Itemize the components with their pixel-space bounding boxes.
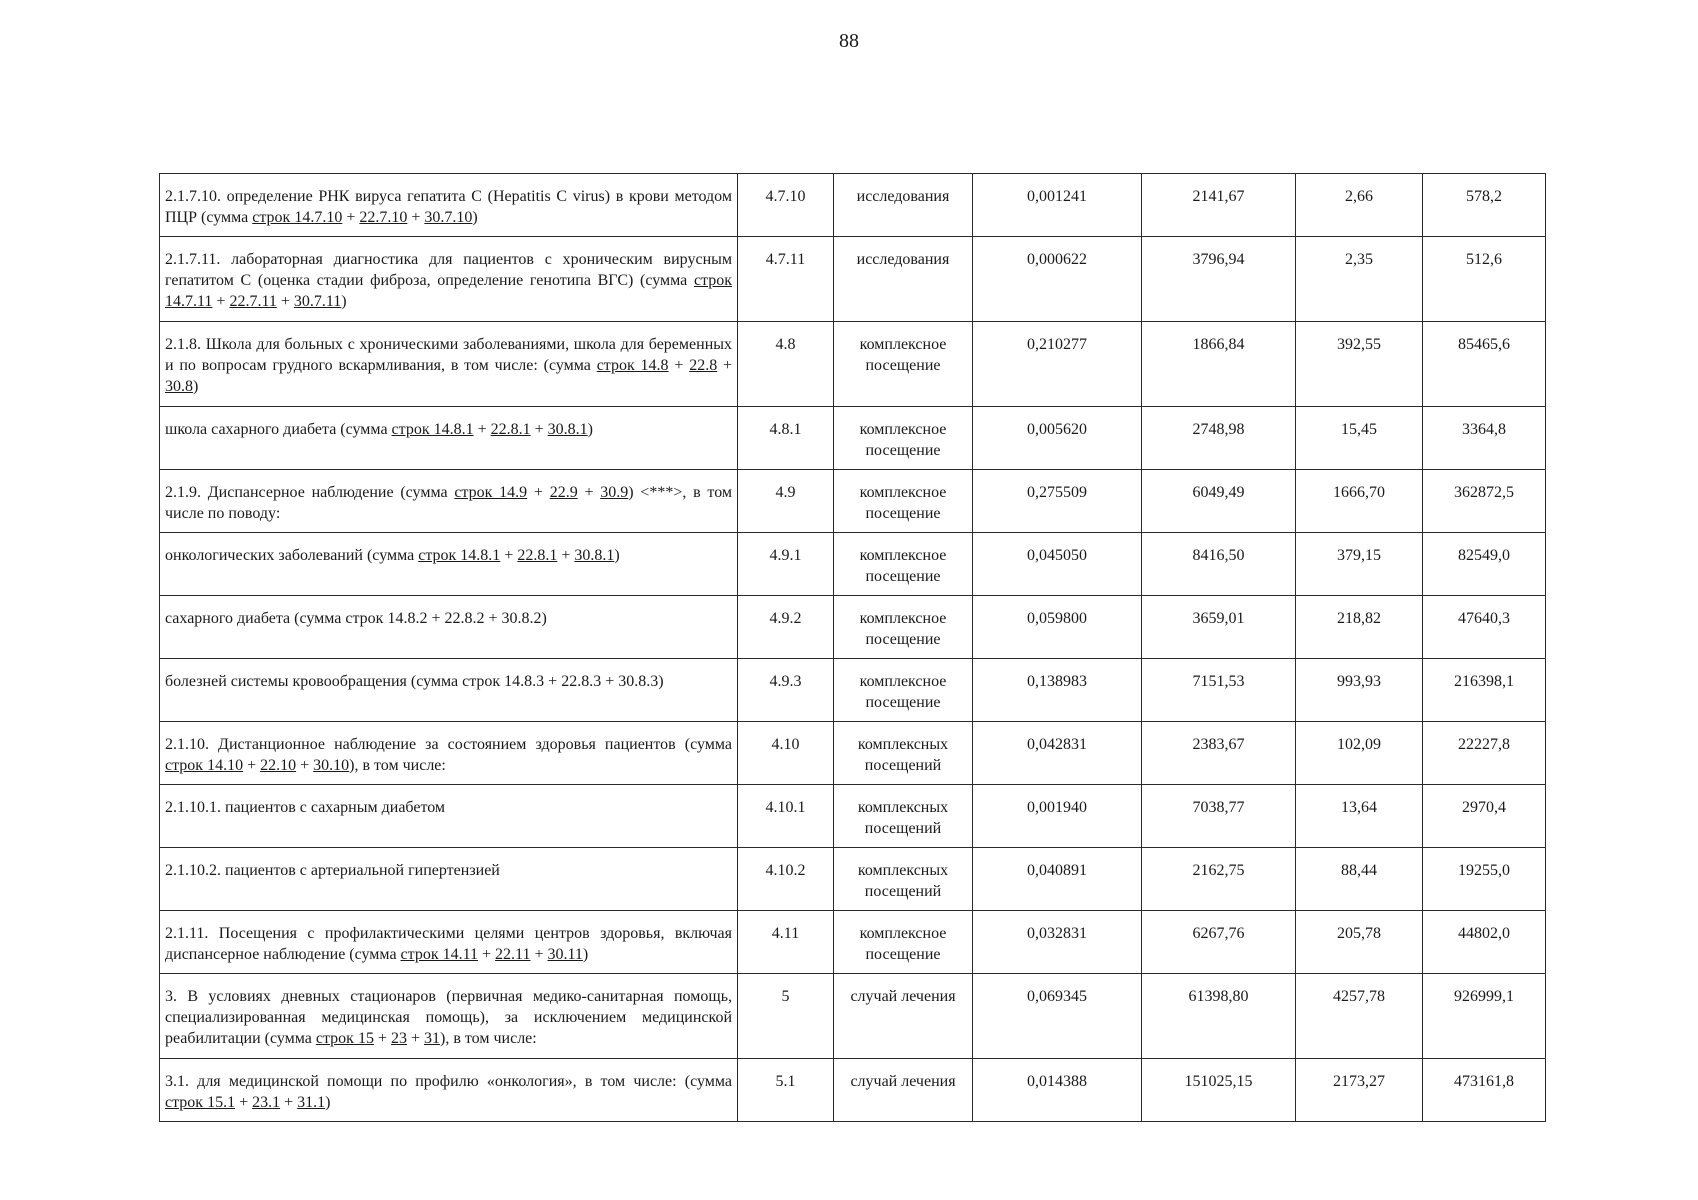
per-capita-norm-cell: 88,44 [1296, 848, 1423, 911]
row-reference: 30.8.1 [547, 421, 588, 438]
per-capita-norm-cell: 392,55 [1296, 322, 1423, 407]
line-number-cell: 4.7.10 [738, 174, 834, 237]
cost-norm-cell: 2162,75 [1142, 848, 1296, 911]
indicator-text: ) [472, 209, 478, 226]
row-reference: строк 15.1 [165, 1094, 236, 1111]
row-reference: 31 [424, 1030, 440, 1047]
indicator-name-cell [160, 911, 738, 974]
indicator-text: + [407, 209, 425, 226]
indicator-text: + [478, 946, 496, 963]
table-row [160, 470, 1546, 533]
indicator-text: онкологических заболеваний (сумма [165, 547, 419, 564]
indicator-text: + [500, 547, 518, 564]
line-number-cell: 4.7.11 [738, 237, 834, 322]
cost-norm-cell: 7038,77 [1142, 785, 1296, 848]
cost-norm-cell: 61398,80 [1142, 974, 1296, 1059]
indicator-text: + [527, 484, 550, 501]
indicator-text: + [406, 1030, 424, 1047]
indicator-text: 2.1.10.1. пациентов с сахарным диабетом [165, 799, 446, 816]
indicator-text: 2.1.7.10. определение РНК вируса гепатита C (Hepatitis C virus) в крови методом ПЦР (сумма [165, 188, 732, 226]
unit-cell: исследования [834, 174, 973, 237]
row-reference: 22.9 [549, 484, 578, 501]
indicator-text: 3. В условиях дневных стационаров (первичная медико-санитарная помощь, специализированная медицинская помощь), за исключением медицинской реабилитации (сумма [165, 988, 732, 1047]
row-reference: 30.10 [313, 757, 350, 774]
row-reference: 31.1 [297, 1094, 326, 1111]
line-number-cell: 4.8 [738, 322, 834, 407]
row-reference: 30.11 [547, 946, 583, 963]
indicator-text: ), в том числе: [440, 1030, 537, 1047]
indicator-name-cell [160, 533, 738, 596]
indicator-text: ) [587, 421, 593, 438]
volume-norm-cell: 0,069345 [973, 974, 1142, 1059]
per-capita-norm-cell: 379,15 [1296, 533, 1423, 596]
row-reference: строк 14.10 [165, 757, 244, 774]
total-cost-cell: 47640,3 [1423, 596, 1546, 659]
unit-cell: исследования [834, 237, 973, 322]
indicator-text: ) [341, 293, 347, 310]
row-reference: 30.8 [165, 378, 193, 395]
table-row [160, 785, 1546, 848]
row-reference: строк 14.7.10 [252, 209, 343, 226]
per-capita-norm-cell: 2173,27 [1296, 1059, 1423, 1122]
row-reference: строк 14.7.11 [165, 272, 732, 310]
indicator-text: + [235, 1094, 253, 1111]
indicator-text: 2.1.9. Диспансерное наблюдение (сумма [165, 484, 455, 501]
total-cost-cell: 216398,1 [1423, 659, 1546, 722]
total-cost-cell: 85465,6 [1423, 322, 1546, 407]
volume-norm-cell: 0,059800 [973, 596, 1142, 659]
volume-norm-cell: 0,210277 [973, 322, 1142, 407]
total-cost-cell: 82549,0 [1423, 533, 1546, 596]
total-cost-cell: 512,6 [1423, 237, 1546, 322]
per-capita-norm-cell: 4257,78 [1296, 974, 1423, 1059]
cost-norm-cell: 7151,53 [1142, 659, 1296, 722]
indicator-text: ) [582, 946, 589, 963]
page-number: 88 [839, 30, 859, 52]
indicator-text: + [280, 1094, 298, 1111]
indicator-text: + [668, 357, 690, 374]
row-reference: 30.8.1 [574, 547, 615, 564]
total-cost-cell: 44802,0 [1423, 911, 1546, 974]
unit-cell: комплексное посещение [834, 407, 973, 470]
unit-cell: комплексное посещение [834, 322, 973, 407]
volume-norm-cell: 0,040891 [973, 848, 1142, 911]
table-row [160, 596, 1546, 659]
indicator-name-cell [160, 974, 738, 1059]
indicator-name-cell [160, 1059, 738, 1122]
financing-norms-table [159, 173, 1546, 1122]
indicator-text: сахарного диабета (сумма строк 14.8.2 + 22.8.2 + 30.8.2) [165, 610, 547, 627]
total-cost-cell: 3364,8 [1423, 407, 1546, 470]
volume-norm-cell: 0,042831 [973, 722, 1142, 785]
line-number-cell: 4.10.2 [738, 848, 834, 911]
indicator-text: + [530, 946, 548, 963]
row-reference: 22.8.1 [517, 547, 558, 564]
indicator-name-cell [160, 237, 738, 322]
row-reference: строк 14.11 [400, 946, 479, 963]
line-number-cell: 4.9 [738, 470, 834, 533]
volume-norm-cell: 0,001940 [973, 785, 1142, 848]
indicator-text: + [276, 293, 294, 310]
indicator-name-cell [160, 722, 738, 785]
indicator-text: 2.1.11. Посещения с профилактическими целями центров здоровья, включая диспансерное наблюдение (сумма [165, 925, 732, 963]
volume-norm-cell: 0,138983 [973, 659, 1142, 722]
indicator-text: 2.1.10.2. пациентов с артериальной гипертензией [165, 862, 500, 879]
volume-norm-cell: 0,001241 [973, 174, 1142, 237]
volume-norm-cell: 0,000622 [973, 237, 1142, 322]
line-number-cell: 4.9.1 [738, 533, 834, 596]
line-number-cell: 4.8.1 [738, 407, 834, 470]
table-row [160, 407, 1546, 470]
table-row [160, 848, 1546, 911]
indicator-name-cell [160, 848, 738, 911]
volume-norm-cell: 0,275509 [973, 470, 1142, 533]
total-cost-cell: 362872,5 [1423, 470, 1546, 533]
cost-norm-cell: 151025,15 [1142, 1059, 1296, 1122]
line-number-cell: 4.10.1 [738, 785, 834, 848]
line-number-cell: 4.10 [738, 722, 834, 785]
table-row [160, 722, 1546, 785]
table-row [160, 533, 1546, 596]
table-row [160, 911, 1546, 974]
line-number-cell: 4.9.3 [738, 659, 834, 722]
indicator-text: ) [325, 1094, 331, 1111]
row-reference: 22.8 [689, 357, 718, 374]
volume-norm-cell: 0,045050 [973, 533, 1142, 596]
row-reference: 22.10 [260, 757, 297, 774]
volume-norm-cell: 0,014388 [973, 1059, 1142, 1122]
unit-cell: комплексное посещение [834, 533, 973, 596]
row-reference: строк 14.8 [596, 357, 669, 374]
indicator-name-cell [160, 174, 738, 237]
indicator-text: школа сахарного диабета (сумма [165, 421, 392, 438]
table-row [160, 237, 1546, 322]
total-cost-cell: 926999,1 [1423, 974, 1546, 1059]
indicator-text: + [373, 1030, 391, 1047]
table-row [160, 659, 1546, 722]
row-reference: 23.1 [252, 1094, 281, 1111]
indicator-text: ), в том числе: [349, 757, 446, 774]
table-row [160, 174, 1546, 237]
indicator-text: + [243, 757, 261, 774]
cost-norm-cell: 3796,94 [1142, 237, 1296, 322]
cost-norm-cell: 1866,84 [1142, 322, 1296, 407]
row-reference: 30.9 [600, 484, 629, 501]
unit-cell: комплексных посещений [834, 785, 973, 848]
unit-cell: случай лечения [834, 1059, 973, 1122]
row-reference: строк 14.8.1 [391, 421, 474, 438]
per-capita-norm-cell: 218,82 [1296, 596, 1423, 659]
row-reference: 22.8.1 [490, 421, 531, 438]
row-reference: 23 [390, 1030, 407, 1047]
per-capita-norm-cell: 102,09 [1296, 722, 1423, 785]
cost-norm-cell: 3659,01 [1142, 596, 1296, 659]
indicator-text: + [342, 209, 360, 226]
row-reference: 30.7.10 [424, 209, 473, 226]
indicator-name-cell [160, 470, 738, 533]
per-capita-norm-cell: 1666,70 [1296, 470, 1423, 533]
indicator-text: ) [193, 378, 199, 395]
row-reference: 30.7.11 [293, 293, 342, 310]
indicator-name-cell [160, 322, 738, 407]
cost-norm-cell: 2383,67 [1142, 722, 1296, 785]
table-body [160, 174, 1546, 1122]
indicator-name-cell [160, 596, 738, 659]
indicator-name-cell [160, 407, 738, 470]
indicator-text: + [212, 293, 230, 310]
indicator-text: + [717, 357, 733, 374]
unit-cell: комплексное посещение [834, 911, 973, 974]
per-capita-norm-cell: 2,66 [1296, 174, 1423, 237]
cost-norm-cell: 2748,98 [1142, 407, 1296, 470]
indicator-text: болезней системы кровообращения (сумма строк 14.8.3 + 22.8.3 + 30.8.3) [165, 673, 664, 690]
indicator-text: + [530, 421, 548, 438]
cost-norm-cell: 8416,50 [1142, 533, 1296, 596]
total-cost-cell: 473161,8 [1423, 1059, 1546, 1122]
line-number-cell: 4.9.2 [738, 596, 834, 659]
indicator-text: + [296, 757, 314, 774]
indicator-text: 2.1.8. Школа для больных с хроническими заболеваниями, школа для беременных и по вопросам грудного вскармливания, в том числе: (сумма [165, 336, 732, 374]
row-reference: 22.11 [495, 946, 531, 963]
per-capita-norm-cell: 205,78 [1296, 911, 1423, 974]
row-reference: строк 14.8.1 [418, 547, 501, 564]
unit-cell: комплексное посещение [834, 470, 973, 533]
line-number-cell: 4.11 [738, 911, 834, 974]
per-capita-norm-cell: 13,64 [1296, 785, 1423, 848]
table-row [160, 974, 1546, 1059]
indicator-name-cell [160, 659, 738, 722]
line-number-cell: 5 [738, 974, 834, 1059]
unit-cell: комплексное посещение [834, 596, 973, 659]
cost-norm-cell: 2141,67 [1142, 174, 1296, 237]
indicator-name-cell [160, 785, 738, 848]
total-cost-cell: 22227,8 [1423, 722, 1546, 785]
volume-norm-cell: 0,005620 [973, 407, 1142, 470]
indicator-text: ) <***>, в том числе по поводу: [165, 484, 733, 522]
indicator-text: 2.1.7.11. лабораторная диагностика для пациентов с хроническим вирусным гепатитом C (оценка стадии фиброза, определение генотипа ВГС) (сумма [165, 251, 732, 289]
row-reference: строк 14.9 [454, 484, 528, 501]
unit-cell: комплексное посещение [834, 659, 973, 722]
indicator-text: ) [614, 547, 620, 564]
row-reference: 22.7.11 [229, 293, 277, 310]
unit-cell: случай лечения [834, 974, 973, 1059]
unit-cell: комплексных посещений [834, 848, 973, 911]
indicator-text: + [557, 547, 575, 564]
total-cost-cell: 578,2 [1423, 174, 1546, 237]
total-cost-cell: 19255,0 [1423, 848, 1546, 911]
table-row [160, 1059, 1546, 1122]
per-capita-norm-cell: 15,45 [1296, 407, 1423, 470]
volume-norm-cell: 0,032831 [973, 911, 1142, 974]
cost-norm-cell: 6049,49 [1142, 470, 1296, 533]
row-reference: 22.7.10 [359, 209, 408, 226]
line-number-cell: 5.1 [738, 1059, 834, 1122]
per-capita-norm-cell: 2,35 [1296, 237, 1423, 322]
indicator-text: 2.1.10. Дистанционное наблюдение за состоянием здоровья пациентов (сумма [165, 736, 732, 753]
row-reference: строк 15 [315, 1030, 374, 1047]
indicator-text: 3.1. для медицинской помощи по профилю «онкология», в том числе: (сумма [165, 1073, 732, 1090]
indicator-text: + [577, 484, 601, 501]
per-capita-norm-cell: 993,93 [1296, 659, 1423, 722]
total-cost-cell: 2970,4 [1423, 785, 1546, 848]
table-row [160, 322, 1546, 407]
unit-cell: комплексных посещений [834, 722, 973, 785]
indicator-text: + [473, 421, 491, 438]
cost-norm-cell: 6267,76 [1142, 911, 1296, 974]
